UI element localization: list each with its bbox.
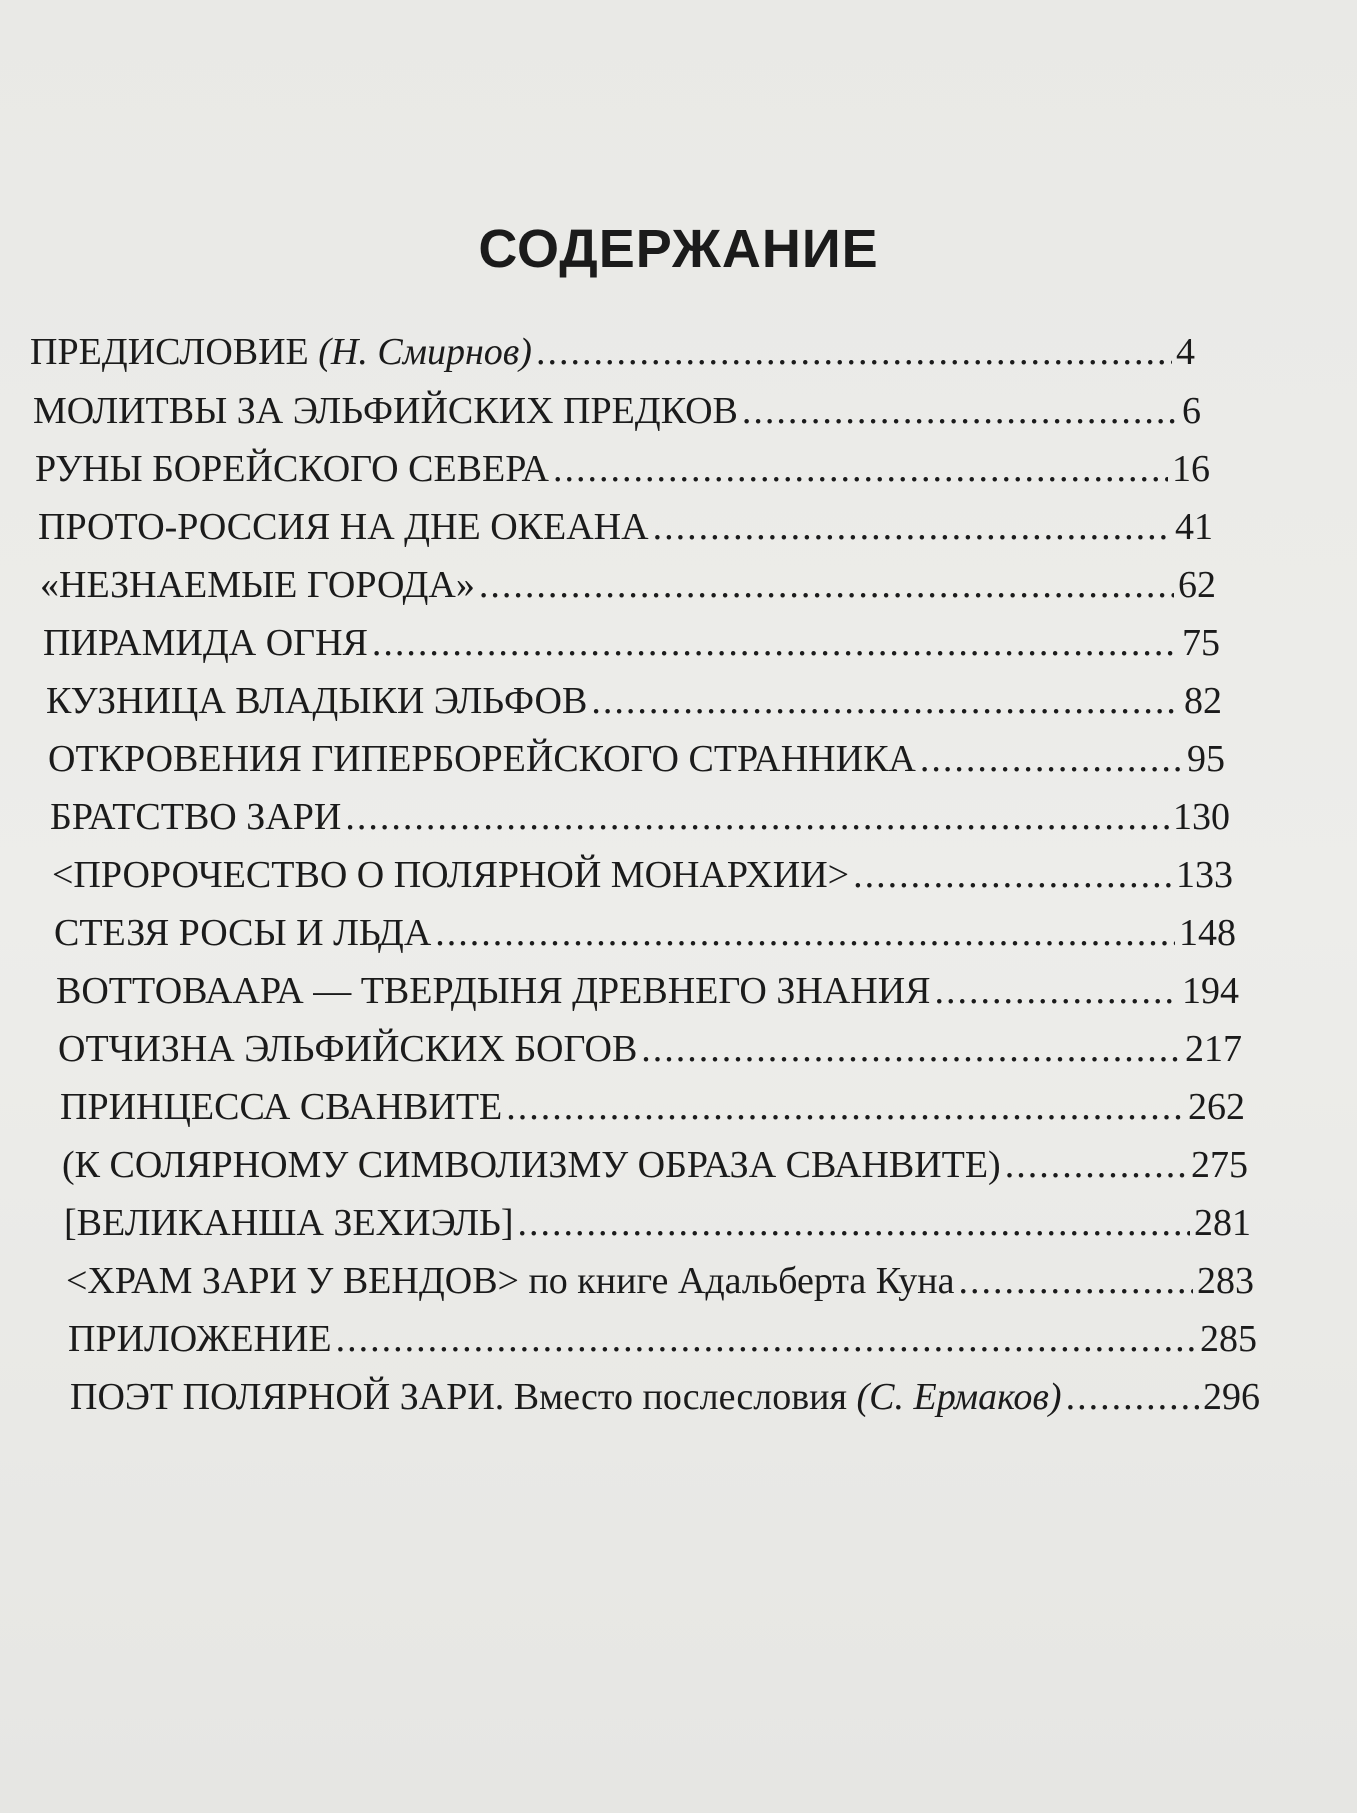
- toc-page-number: 95: [1187, 738, 1225, 780]
- toc-entry: [70, 1372, 1260, 1422]
- toc-page-number: 275: [1191, 1144, 1248, 1186]
- toc-leader-dots: [372, 618, 1178, 668]
- toc-leader-dots: [479, 560, 1174, 610]
- toc-leader-dots: [742, 386, 1178, 436]
- toc-entry-label: БРАТСТВО ЗАРИ: [50, 796, 342, 838]
- toc-page-number: 217: [1185, 1028, 1242, 1070]
- toc-entry: [48, 734, 1225, 784]
- toc-leader-dots: [345, 792, 1169, 842]
- toc-entry: [64, 1198, 1251, 1248]
- toc-entry-label: <ХРАМ ЗАРИ У ВЕНДОВ> по книге Адальберта Куна: [66, 1260, 955, 1302]
- toc-page-number: 283: [1197, 1260, 1254, 1302]
- toc-leader-dots: [959, 1256, 1194, 1306]
- toc-page-number: 194: [1182, 970, 1239, 1012]
- toc-leader-dots: [518, 1198, 1190, 1248]
- toc-entry: [58, 1024, 1242, 1074]
- toc-entry-label: (К СОЛЯРНОМУ СИМВОЛИЗМУ ОБРАЗА СВАНВИТЕ): [62, 1144, 1001, 1186]
- toc-entry: [33, 386, 1201, 436]
- toc-entry-label: ПИРАМИДА ОГНЯ: [43, 622, 368, 664]
- toc-leader-dots: [653, 502, 1171, 552]
- toc-entry-label: <ПРОРОЧЕСТВО О ПОЛЯРНОЙ МОНАРХИИ>: [52, 854, 850, 896]
- toc-leader-dots: [934, 966, 1178, 1016]
- toc-page-number: 262: [1188, 1086, 1245, 1128]
- toc-page-number: 281: [1194, 1202, 1251, 1244]
- toc-entry: [52, 850, 1233, 900]
- toc-entry-label: СТЕЗЯ РОСЫ И ЛЬДА: [54, 912, 432, 954]
- toc-entry-label: ОТКРОВЕНИЯ ГИПЕРБОРЕЙСКОГО СТРАННИКА: [48, 738, 916, 780]
- toc-leader-dots: [853, 850, 1172, 900]
- toc-page-number: 148: [1179, 912, 1236, 954]
- toc-entry: [35, 444, 1210, 494]
- toc-entry-label: ОТЧИЗНА ЭЛЬФИЙСКИХ БОГОВ: [58, 1028, 638, 1070]
- toc-leader-dots: [553, 444, 1168, 494]
- toc-leader-dots: [506, 1082, 1184, 1132]
- toc-page-number: 4: [1176, 331, 1195, 373]
- toc-leader-dots: [1066, 1372, 1199, 1422]
- toc-leader-dots: [920, 734, 1183, 784]
- toc-entry-label: ВОТТОВААРА — ТВЕРДЫНЯ ДРЕВНЕГО ЗНАНИЯ: [56, 970, 931, 1012]
- toc-leader-dots: [336, 1314, 1196, 1364]
- toc-entry: [38, 502, 1213, 552]
- toc-page-number: 82: [1184, 680, 1222, 722]
- toc-entry: [62, 1140, 1248, 1190]
- toc-entry: [40, 560, 1216, 610]
- toc-page-number: 130: [1173, 796, 1230, 838]
- toc-page-number: 62: [1178, 564, 1216, 606]
- toc-leader-dots: [435, 908, 1175, 958]
- toc-page-number: 16: [1172, 448, 1210, 490]
- toc-leader-dots: [536, 327, 1172, 377]
- toc-entry-label: ПОЭТ ПОЛЯРНОЙ ЗАРИ. Вместо послесловия (С. Ермаков): [70, 1376, 1062, 1418]
- toc-entry: [46, 676, 1222, 726]
- toc-page-number: 285: [1200, 1318, 1257, 1360]
- toc-page-number: 296: [1203, 1376, 1260, 1418]
- toc-entry-label: МОЛИТВЫ ЗА ЭЛЬФИЙСКИХ ПРЕДКОВ: [33, 390, 738, 432]
- toc-entry-label: КУЗНИЦА ВЛАДЫКИ ЭЛЬФОВ: [46, 680, 588, 722]
- toc-entry: [43, 618, 1220, 668]
- toc-entry-label: ПРИНЦЕССА СВАНВИТЕ: [60, 1086, 503, 1128]
- toc-entry: [60, 1082, 1245, 1132]
- toc-leader-dots: [591, 676, 1180, 726]
- toc-entry-label: ПРЕДИСЛОВИЕ (Н. Смирнов): [30, 331, 532, 373]
- toc-leader-dots: [641, 1024, 1181, 1074]
- toc-entry: [50, 792, 1230, 842]
- toc-entry: [54, 908, 1236, 958]
- toc-entry-label: «НЕЗНАЕМЫЕ ГОРОДА»: [40, 564, 475, 606]
- toc-entry-label: ПРИЛОЖЕНИЕ: [68, 1318, 332, 1360]
- toc-entry-label: [ВЕЛИКАНША ЗЕХИЭЛЬ]: [64, 1202, 514, 1244]
- page-title: СОДЕРЖАНИЕ: [478, 219, 879, 279]
- toc-page-number: 41: [1175, 506, 1213, 548]
- toc-page-number: 6: [1182, 390, 1201, 432]
- toc-entry: [68, 1314, 1257, 1364]
- toc-entry-label: ПРОТО-РОССИЯ НА ДНЕ ОКЕАНА: [38, 506, 649, 548]
- toc-entry: [56, 966, 1239, 1016]
- toc-leader-dots: [1005, 1140, 1187, 1190]
- toc-page-number: 75: [1182, 622, 1220, 664]
- toc-entry: [66, 1256, 1254, 1306]
- toc-page-number: 133: [1176, 854, 1233, 896]
- toc-entry-label: РУНЫ БОРЕЙСКОГО СЕВЕРА: [35, 448, 549, 490]
- toc-entry: [30, 327, 1195, 377]
